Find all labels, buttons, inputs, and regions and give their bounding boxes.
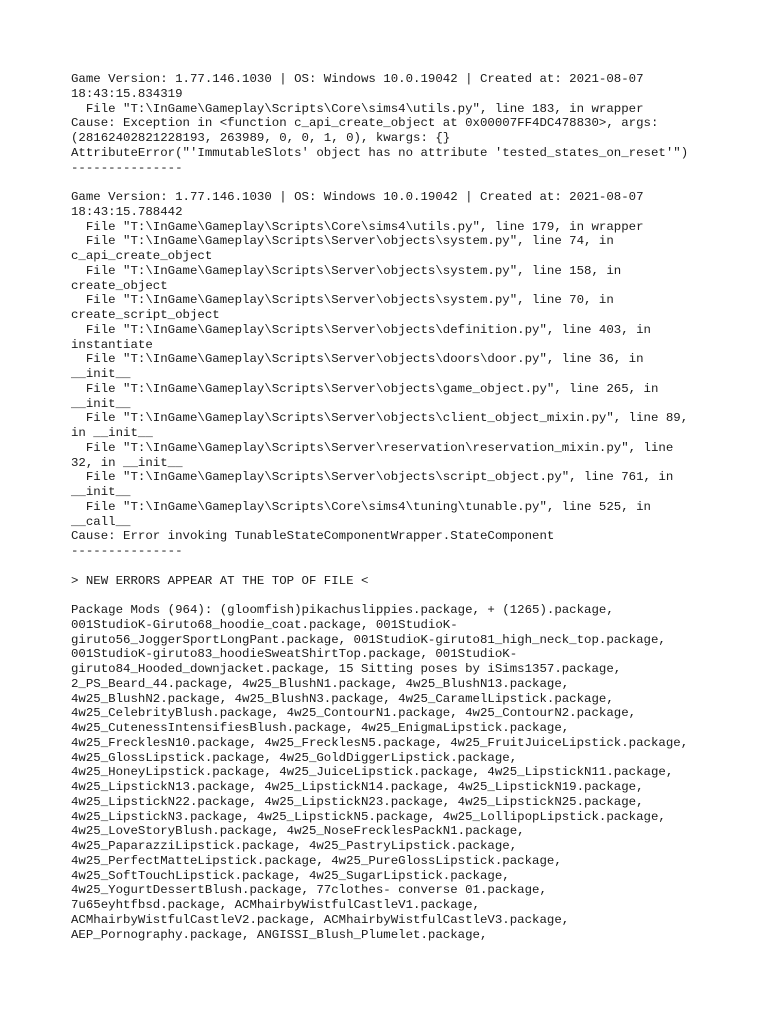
log-line: __init__: [71, 485, 131, 499]
log-line: __init__: [71, 396, 131, 411]
log-line: 7u65eyhtfbsd.package, ACMhairbyWistfulCastleV1.package,: [71, 898, 480, 912]
blank-line: [71, 175, 711, 190]
log-line: 4w25_CutenessIntensifiesBlush.package, 4w25_EnigmaLipstick.package,: [71, 721, 570, 735]
log-line: 4w25_CelebrityBlush.package, 4w25_ContourN1.package, 4w25_ContourN2.package,: [71, 706, 637, 721]
log-line: create_script_object: [71, 308, 220, 322]
log-line: 4w25_PerfectMatteLipstick.package, 4w25_PureGlossLipstick.package,: [71, 853, 562, 868]
log-line: ACMhairbyWistfulCastleV2.package, ACMhairbyWistfulCastleV3.package,: [71, 912, 570, 927]
log-line: giruto56_JoggerSportLongPant.package, 001StudioK-giruto81_high_neck_top.package,: [71, 632, 666, 647]
log-line: giruto84_Hooded_downjacket.package, 15 Sitting poses by iSims1357.package,: [71, 662, 622, 676]
notice-line: > NEW ERRORS APPEAR AT THE TOP OF FILE <: [71, 573, 369, 588]
traceback-line: File "T:\InGame\Gameplay\Scripts\Server\objects\system.py", line 158, in: [71, 263, 622, 278]
traceback-line: File "T:\InGame\Gameplay\Scripts\Server\objects\system.py", line 74, in: [71, 234, 614, 249]
traceback-line: File "T:\InGame\Gameplay\Scripts\Server\objects\doors\door.py", line 36, in: [71, 352, 644, 367]
log-line: 4w25_LipstickN3.package, 4w25_LipstickN5.package, 4w25_LollipopLipstick.package,: [71, 809, 666, 824]
error-line: AttributeError("'ImmutableSlots' object has no attribute 'tested_states_on_reset'"): [71, 145, 689, 160]
blank-line: [71, 559, 711, 574]
log-line: 4w25_BlushN2.package, 4w25_BlushN3.package, 4w25_CaramelLipstick.package,: [71, 691, 614, 706]
log-line: 4w25_YogurtDessertBlush.package, 77clothes- converse 01.package,: [71, 883, 547, 898]
traceback-line: File "T:\InGame\Gameplay\Scripts\Server\objects\definition.py", line 403, in: [71, 322, 651, 337]
log-line: in __init__: [71, 426, 153, 440]
traceback-line: File "T:\InGame\Gameplay\Scripts\Core\sims4\utils.py", line 179, in wrapper: [71, 219, 644, 234]
log-line: 4w25_LipstickN13.package, 4w25_LipstickN14.package, 4w25_LipstickN19.package,: [71, 780, 644, 794]
traceback-line: File "T:\InGame\Gameplay\Scripts\Core\sims4\tuning\tunable.py", line 525, in: [71, 499, 651, 514]
traceback-line: File "T:\InGame\Gameplay\Scripts\Server\objects\game_object.py", line 265, in: [71, 381, 659, 396]
log-line: 4w25_FrecklesN10.package, 4w25_FrecklesN5.package, 4w25_FruitJuiceLipstick.package,: [71, 735, 689, 750]
log-line: c_api_create_object: [71, 249, 213, 263]
log-line: __call__: [71, 514, 131, 529]
traceback-line: File "T:\InGame\Gameplay\Scripts\Core\sims4\utils.py", line 183, in wrapper: [71, 101, 644, 116]
log-line: 001StudioK-giruto83_hoodieSweatShirtTop.package, 001StudioK-: [71, 647, 518, 662]
traceback-line: File "T:\InGame\Gameplay\Scripts\Server\objects\system.py", line 70, in: [71, 293, 614, 308]
package-mods-heading-line: Package Mods (964): (gloomfish)pikachuslippies.package, + (1265).package,: [71, 603, 614, 617]
separator-line: ---------------: [71, 544, 183, 558]
blank-line: [71, 588, 711, 603]
cause-line: Cause: Exception in <function c_api_create_object at 0x00007FF4DC478830>, args:: [71, 116, 659, 131]
log-header-line: Game Version: 1.77.146.1030 | OS: Windows 10.0.19042 | Created at: 2021-08-07: [71, 72, 644, 86]
log-line: __init__: [71, 367, 131, 381]
log-line: 18:43:15.788442: [71, 204, 183, 219]
log-line: 4w25_LoveStoryBlush.package, 4w25_NoseFrecklesPackN1.package,: [71, 824, 525, 839]
log-header-line: Game Version: 1.77.146.1030 | OS: Windows 10.0.19042 | Created at: 2021-08-07: [71, 190, 644, 204]
separator-line: ---------------: [71, 160, 183, 175]
log-line: 001StudioK-Giruto68_hoodie_coat.package, 001StudioK-: [71, 617, 458, 632]
log-line: 18:43:15.834319: [71, 86, 183, 101]
error-log-document: [71, 72, 711, 942]
cause-line: Cause: Error invoking TunableStateComponentWrapper.StateComponent: [71, 529, 555, 544]
traceback-line: File "T:\InGame\Gameplay\Scripts\Server\objects\client_object_mixin.py", line 89,: [71, 411, 689, 426]
log-line: 4w25_SoftTouchLipstick.package, 4w25_SugarLipstick.package,: [71, 868, 510, 883]
log-line: 4w25_HoneyLipstick.package, 4w25_JuiceLipstick.package, 4w25_LipstickN11.package,: [71, 765, 674, 780]
log-line: create_object: [71, 278, 168, 293]
log-line: instantiate: [71, 337, 153, 352]
log-line: 4w25_PaparazziLipstick.package, 4w25_PastryLipstick.package,: [71, 839, 518, 853]
log-line: AEP_Pornography.package, ANGISSI_Blush_Plumelet.package,: [71, 927, 488, 942]
log-line: 4w25_GlossLipstick.package, 4w25_GoldDiggerLipstick.package,: [71, 750, 518, 765]
log-line: 4w25_LipstickN22.package, 4w25_LipstickN23.package, 4w25_LipstickN25.package,: [71, 794, 644, 809]
traceback-line: File "T:\InGame\Gameplay\Scripts\Server\objects\script_object.py", line 761, in: [71, 470, 674, 485]
log-line: (28162402821228193, 263989, 0, 0, 1, 0), kwargs: {}: [71, 131, 451, 145]
log-line: 32, in __init__: [71, 455, 183, 470]
log-line: 2_PS_Beard_44.package, 4w25_BlushN1.package, 4w25_BlushN13.package,: [71, 676, 570, 691]
traceback-line: File "T:\InGame\Gameplay\Scripts\Server\reservation\reservation_mixin.py", line: [71, 440, 674, 455]
